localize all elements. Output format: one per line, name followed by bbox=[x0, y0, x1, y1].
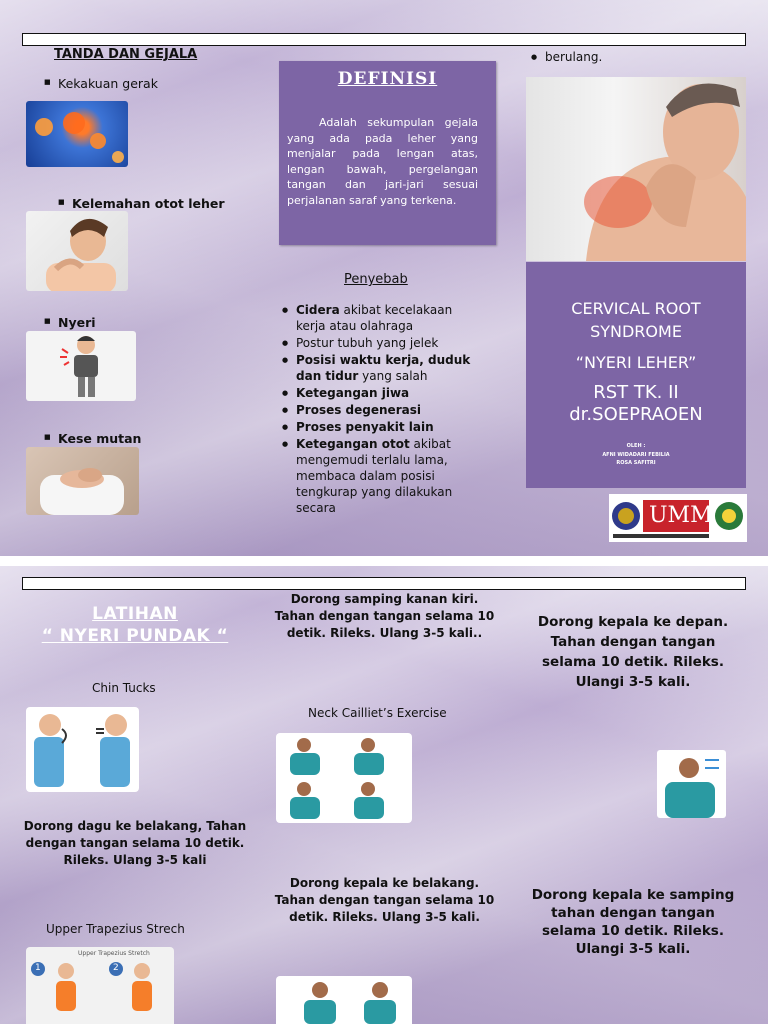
logo-strip bbox=[609, 494, 747, 542]
symptom-item-2: ■ Kelemahan otot leher bbox=[58, 196, 225, 211]
symptom-item-4: ■ Kese mutan bbox=[44, 431, 142, 446]
chin-tucks-label: Chin Tucks bbox=[92, 681, 156, 695]
definisi-box bbox=[279, 61, 496, 245]
symptom-item-1: ■ Kekakuan gerak bbox=[44, 76, 158, 91]
hospital-name-2: dr.SOEPRAOEN bbox=[569, 404, 703, 425]
tingling-image bbox=[26, 447, 139, 515]
neck-cailliet-label: Neck Cailliet’s Exercise bbox=[308, 706, 447, 720]
woman-neck-pain-icon bbox=[26, 211, 128, 291]
trapezius-stretch-icon bbox=[26, 947, 174, 1024]
back-push-desc: Dorong kepala ke belakang. Tahan dengan tangan selama 10 detik. Rileks. Ulang 3-5 kali. bbox=[274, 876, 495, 924]
latihan-title-2: “ NYERI PUNDAK “ bbox=[41, 626, 229, 646]
page-gap bbox=[0, 556, 768, 566]
chin-tucks-image bbox=[26, 707, 139, 792]
chin-tucks-desc: Dorong dagu ke belakang, Tahan dengan tangan selama 10 detik. Rileks. Ulang 3-5 kali bbox=[23, 819, 247, 867]
cover-title: CERVICAL ROOT SYNDROME bbox=[571, 299, 701, 341]
cover-subtitle: “NYERI LEHER” bbox=[575, 353, 697, 372]
man-pain-icon bbox=[26, 331, 136, 401]
upper-trapezius-img-label: Upper Trapezius Stretch bbox=[78, 950, 150, 957]
neck-weakness-image bbox=[26, 211, 128, 291]
penyebab-item: ● Ketegangan jiwa bbox=[282, 385, 482, 401]
back-push-image bbox=[276, 976, 412, 1024]
penyebab-list bbox=[282, 302, 482, 517]
continued-item: ● berulang. bbox=[531, 49, 602, 65]
penyebab-title: Penyebab bbox=[344, 272, 408, 287]
penyebab-item: ● Proses degenerasi bbox=[282, 402, 482, 418]
umm-logo-text: UMM bbox=[649, 503, 713, 528]
hospital-name-1: RST TK. II bbox=[593, 382, 679, 403]
joint-pain-icon bbox=[26, 101, 128, 167]
top-frame-bar bbox=[22, 33, 746, 46]
cover-box bbox=[526, 262, 746, 488]
man-neck-pain-icon bbox=[526, 77, 746, 261]
stiffness-image bbox=[26, 101, 128, 167]
cailliet-exercise-icon bbox=[276, 733, 412, 823]
chin-tuck-figures-icon bbox=[26, 707, 139, 792]
upper-trapezius-label: Upper Trapezius Strech bbox=[46, 922, 185, 936]
upper-trapezius-image bbox=[26, 947, 174, 1024]
latihan-title-1: LATIHAN bbox=[92, 604, 178, 624]
head-back-exercise-icon bbox=[276, 976, 412, 1024]
bottom-frame-bar bbox=[22, 577, 746, 590]
step-2-badge: 2 bbox=[113, 963, 119, 973]
tanda-gejala-heading: TANDA DAN GEJALA bbox=[54, 47, 198, 62]
forward-push-image bbox=[657, 750, 726, 818]
head-side-exercise-icon bbox=[657, 750, 726, 818]
wrist-pain-icon bbox=[26, 447, 139, 515]
penyebab-item: ● Ketegangan otot akibat mengemudi terlalu lama, membaca dalam posisi tengkurap yang dilakukan secara bbox=[282, 436, 482, 516]
continued-list bbox=[531, 49, 602, 66]
forward-push-desc: Dorong kepala ke depan. Tahan dengan tangan selama 10 detik. Rileks. Ulangi 3-5 kali. bbox=[537, 614, 729, 690]
pain-image bbox=[26, 331, 136, 401]
penyebab-item: ● Proses penyakit lain bbox=[282, 419, 482, 435]
penyebab-item: ● Postur tubuh yang jelek bbox=[282, 335, 482, 351]
definisi-title: DEFINISI bbox=[337, 69, 438, 89]
neck-cailliet-image bbox=[276, 733, 412, 823]
definisi-text: Adalah sekumpulan gejala yang ada pada leher yang menjalar pada lengan atas, lengan bawah, pergelangan tangan dan jari-jari sesuai perjalanan saraf yang terkena. bbox=[287, 116, 478, 207]
author-2: ROSA SAFITRI bbox=[616, 460, 656, 466]
cover-photo bbox=[526, 77, 746, 261]
side-head-push-desc: Dorong kepala ke samping tahan dengan tangan selama 10 detik. Rileks. Ulangi 3-5 kali. bbox=[531, 887, 735, 957]
oleh-label: OLEH : bbox=[626, 443, 646, 449]
side-push-desc: Dorong samping kanan kiri. Tahan dengan tangan selama 10 detik. Rileks. Ulang 3-5 kali.. bbox=[274, 592, 495, 640]
author-1: AFNI WIDADARI FEBILIA bbox=[602, 452, 670, 458]
symptom-item-3: ■ Nyeri bbox=[44, 315, 96, 330]
step-1-badge: 1 bbox=[35, 963, 41, 973]
brochure-inside bbox=[0, 566, 768, 1024]
penyebab-item: ● Posisi waktu kerja, duduk dan tidur yang salah bbox=[282, 352, 482, 384]
penyebab-item: ● Cidera akibat kecelakaan kerja atau olahraga bbox=[282, 302, 482, 334]
